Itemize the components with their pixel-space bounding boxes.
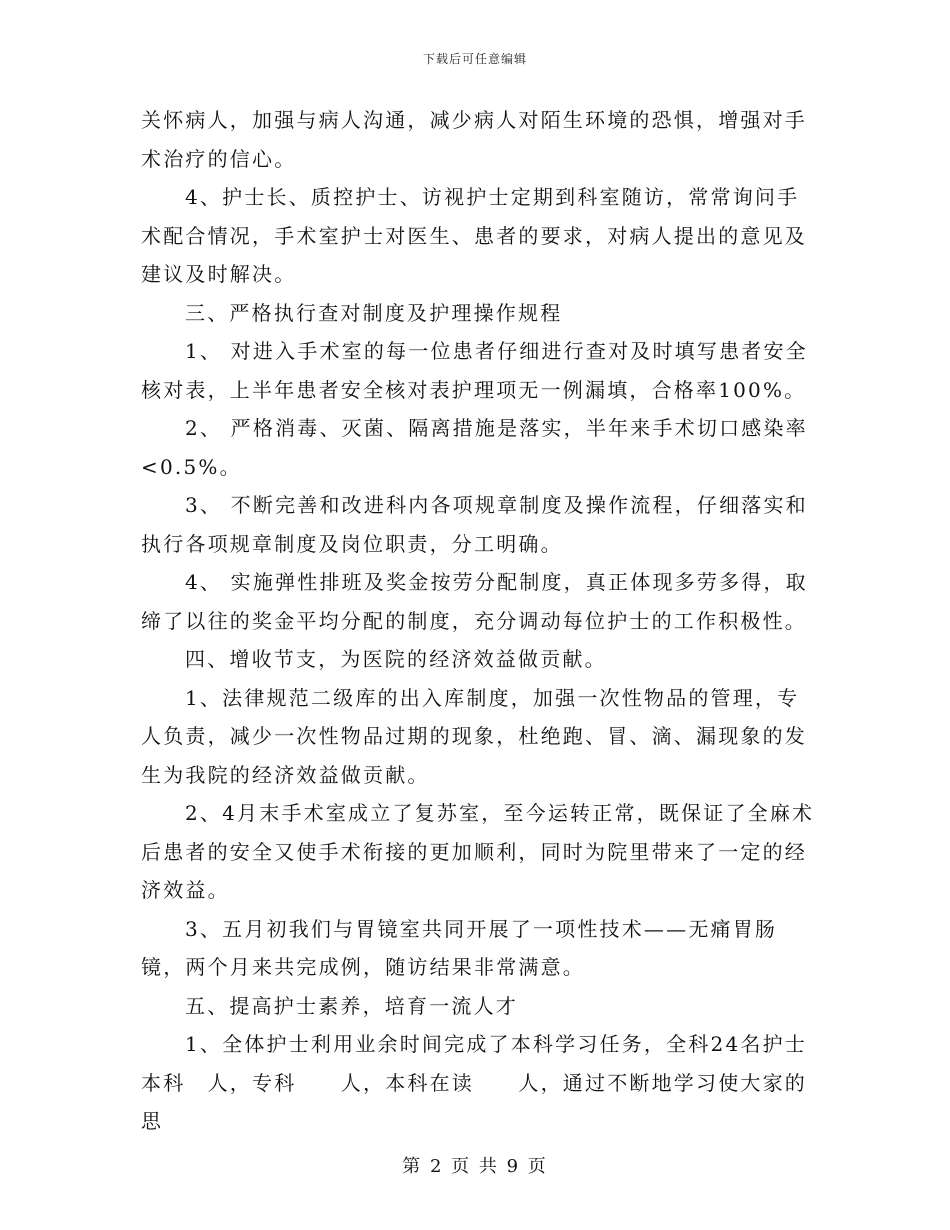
paragraph: 4、 实施弹性排班及奖金按劳分配制度，真正体现多劳多得，取缔了以往的奖金平均分配的制度，充分调动每位护士的工作积极性。 [141,570,808,633]
paragraph: 关怀病人，加强与病人沟通，减少病人对陌生环境的恐惧，增强对手术治疗的信心。 [141,108,807,171]
section-heading: 三、严格执行查对制度及护理操作规程 [185,300,563,325]
document-body [141,101,821,1141]
paragraph: 2、4月末手术室成立了复苏室，至今运转正常，既保证了全麻术后患者的安全又使手术衔接的更加顺利，同时为院里带来了一定的经济效益。 [141,801,815,902]
page-footer: 第 2 页 共 9 页 [402,1156,548,1177]
paragraph: 4、护士长、质控护士、访视护士定期到科室随访，常常询问手术配合情况，手术室护士对医生、患者的要求，对病人提出的意见及建议及时解决。 [141,185,807,286]
paragraph: 1、法律规范二级库的出入库制度，加强一次性物品的管理，专人负责，减少一次性物品过期的现象，杜绝跑、冒、滴、漏现象的发生为我院的经济效益做贡献。 [141,685,807,787]
section-heading: 五、提高护士素养，培育一流人才 [185,993,518,1018]
section-heading: 四、增收节支，为医院的经济效益做贡献。 [185,647,607,671]
paragraph: 1、 对进入手术室的每一位患者仔细进行查对及时填写患者安全核对表，上半年患者安全核对表护理项无一例漏填，合格率100%。 [141,339,808,402]
page-header: 下载后可任意编辑 [422,52,527,66]
paragraph: 3、 不断完善和改进科内各项规章制度及操作流程，仔细落实和执行各项规章制度及岗位职责，分工明确。 [141,493,808,556]
paragraph: 2、 严格消毒、灭菌、隔离措施是落实，半年来手术切口感染率<0.5%。 [141,416,808,479]
paragraph: 1、全体护士利用业余时间完成了本科学习任务，全科24名护士本科 人，专科 人，本科在读 人，通过不断地学习使大家的思 [141,1032,807,1133]
paragraph: 3、五月初我们与胃镜室共同开展了一项性技术——无痛胃肠镜，两个月来共完成例，随访结果非常满意。 [141,916,778,979]
